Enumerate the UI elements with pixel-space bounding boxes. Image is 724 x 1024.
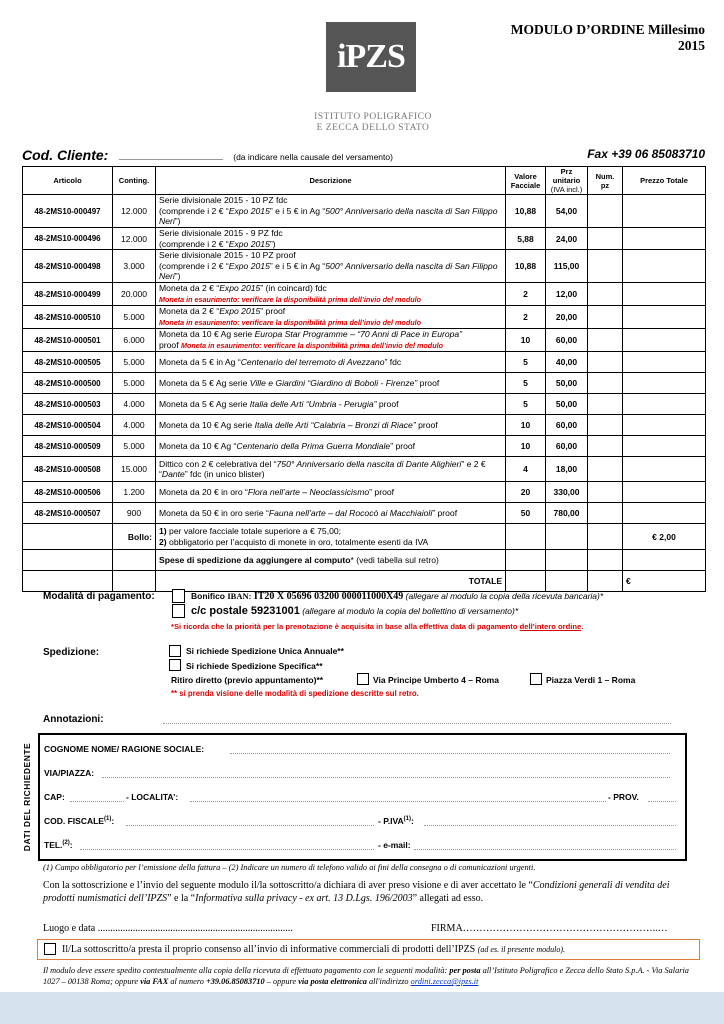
client-code-label: Cod. Cliente: — [22, 147, 109, 163]
contingent: 5.000 — [113, 436, 156, 457]
contingent: 4.000 — [113, 394, 156, 415]
quantity-cell[interactable] — [588, 195, 623, 228]
table-row — [23, 373, 706, 394]
face-value: 5 — [506, 373, 546, 394]
col-header-num: Num. pz — [588, 167, 623, 195]
face-value: 4 — [506, 457, 546, 482]
vat-field[interactable] — [424, 816, 676, 826]
col-header-articolo: Articolo — [23, 167, 113, 195]
total-cell[interactable] — [623, 457, 706, 482]
article-code: 48-2MS10-000508 — [23, 457, 113, 482]
table-header-row — [23, 167, 706, 195]
table-row — [23, 352, 706, 373]
description: Dittico con 2 € celebrativa del “750° Anniversario della nascita di Dante Alighieri” e 2 € “Dante” fdc (in unico blister) — [156, 457, 506, 482]
client-code-row — [22, 147, 705, 165]
description: Moneta da 10 € Ag “Centenario della Prima Guerra Mondiale” proof — [156, 436, 506, 457]
description: Serie divisionale 2015 - 10 PZ fdc (comprende i 2 € “Expo 2015” e i 5 € in Ag “500° Anniversario della nascita di San Filippo Neri”) — [156, 195, 506, 228]
article-code: 48-2MS10-000499 — [23, 283, 113, 306]
description: Moneta da 5 € in Ag “Centenario del terremoto di Avezzano” fdc — [156, 352, 506, 373]
unit-price: 115,00 — [546, 250, 588, 283]
table-row — [23, 436, 706, 457]
unit-price: 50,00 — [546, 373, 588, 394]
notes-label: Annotazioni: — [43, 714, 104, 725]
quantity-cell[interactable] — [588, 482, 623, 503]
name-field[interactable] — [230, 744, 670, 754]
table-row — [23, 329, 706, 352]
unit-price: 40,00 — [546, 352, 588, 373]
quantity-cell[interactable] — [588, 436, 623, 457]
bollo-qty-cell[interactable] — [588, 524, 623, 550]
signature-field[interactable]: FIRMA…………………………………………………..… — [431, 923, 668, 934]
article-code: 48-2MS10-000501 — [23, 329, 113, 352]
bonifico-option: Bonifico IBAN: IT20 X 05696 03200 000011000X49 (allegare al modulo la copia della ricevuta bancaria)* — [191, 591, 604, 602]
col-header-conting: Conting. — [113, 167, 156, 195]
total-cell[interactable] — [623, 250, 706, 283]
pickup-umberto-option: Via Principe Umberto 4 – Roma — [373, 675, 499, 685]
description: Moneta da 50 € in oro serie “Fauna nell’arte – dal Rococò ai Macchiaioli” proof — [156, 503, 506, 524]
logo-mark: iPZS — [326, 22, 416, 92]
quantity-cell[interactable] — [588, 228, 623, 250]
shipping-cost-cell[interactable] — [623, 550, 706, 571]
description: Moneta da 5 € Ag serie Ville e Giardini “Giardino di Boboli - Firenze” proof — [156, 373, 506, 394]
description: Serie divisionale 2015 - 10 PZ proof (comprende i 2 € “Expo 2015” e i 5 € in Ag “500° Anniversario della nascita di San Filippo Neri”) — [156, 250, 506, 283]
consent-text: Il/La sottoscritto/a presta il proprio consenso all’invio di informative commerciali di prodotti dell’IPZS (ad es. il presente modulo). — [62, 944, 565, 955]
face-value: 5,88 — [506, 228, 546, 250]
unit-price: 780,00 — [546, 503, 588, 524]
total-label: TOTALE — [156, 571, 506, 592]
email-field[interactable] — [414, 840, 676, 850]
face-value: 5 — [506, 352, 546, 373]
order-table — [22, 166, 706, 592]
contingent: 3.000 — [113, 250, 156, 283]
footnote: (1) Campo obbligatorio per l’emissione della fattura – (2) Indicare un numero di telefono valido ai fini della consegna o di comunicazioni urgenti. — [43, 863, 536, 872]
bollo-price: € 2,00 — [623, 524, 706, 550]
unit-price: 60,00 — [546, 329, 588, 352]
province-label: - PROV. — [608, 792, 639, 802]
total-cell[interactable] — [623, 195, 706, 228]
city-field[interactable] — [190, 792, 606, 802]
article-code: 48-2MS10-000498 — [23, 250, 113, 283]
declaration: Con la sottoscrizione e l’invio del seguente modulo il/la sottoscritto/a dichiara di aver preso visione e di aver accettato le “Condizioni generali di vendita dei prodotti numismatici dell’IPZS” e la “Informativa sulla privacy - ex art. 13 D.Lgs. 196/2003” allegati ad esso. — [43, 880, 670, 904]
table-row — [23, 306, 706, 329]
quantity-cell[interactable] — [588, 306, 623, 329]
applicant-box — [38, 733, 687, 861]
description: Serie divisionale 2015 - 9 PZ fdc (comprende i 2 € “Expo 2015”) — [156, 228, 506, 250]
table-row — [23, 415, 706, 436]
low-stock-warning: Moneta in esaurimento: verificare la disponibilità prima dell’invio del modulo — [159, 294, 421, 304]
unit-price: 60,00 — [546, 436, 588, 457]
contingent: 5.000 — [113, 306, 156, 329]
vat-label: - P.IVA$^{(1)}$: — [378, 816, 414, 826]
total-cell[interactable] — [623, 228, 706, 250]
quantity-cell[interactable] — [588, 503, 623, 524]
description: Moneta da 10 € Ag serie Europa Star Programme – “70 Anni di Pace in Europa” proof Moneta in esaurimento: verificare la disponibilità prima dell’invio del modulo — [156, 329, 506, 352]
fax-number: Fax +39 06 85083710 — [587, 147, 705, 161]
address-field[interactable] — [102, 768, 670, 778]
pickup-umberto-checkbox[interactable] — [357, 673, 369, 685]
shipping-cost-text: Spese di spedizione da aggiungere al computo* (vedi tabella sul retro) — [156, 550, 506, 571]
total-cell[interactable] — [623, 306, 706, 329]
table-row — [23, 195, 706, 228]
unit-price: 20,00 — [546, 306, 588, 329]
face-value: 2 — [506, 283, 546, 306]
article-code: 48-2MS10-000500 — [23, 373, 113, 394]
contingent: 900 — [113, 503, 156, 524]
article-code: 48-2MS10-000504 — [23, 415, 113, 436]
payment-priority-note: *Si ricorda che la priorità per la prenotazione è acquisita in base alla effettiva data di pagamento dell’intero ordine. — [171, 622, 584, 631]
total-row — [23, 571, 706, 592]
table-row — [23, 394, 706, 415]
description: Moneta da 2 € “Expo 2015” proof Moneta in esaurimento: verificare la disponibilità prima dell’invio del modulo — [156, 306, 506, 329]
city-label: - LOCALITA’: — [126, 792, 179, 802]
table-row — [23, 228, 706, 250]
unit-price: 18,00 — [546, 457, 588, 482]
total-cell[interactable] — [623, 329, 706, 352]
total-cell[interactable] — [623, 283, 706, 306]
pickup-verdi-checkbox[interactable] — [530, 673, 542, 685]
shipping-note: ** si prenda visione delle modalità di spedizione descritte sul retro. — [171, 689, 419, 698]
client-code-field[interactable] — [119, 147, 223, 160]
description: Moneta da 20 € in oro “Flora nell’arte – Neoclassicismo” proof — [156, 482, 506, 503]
annual-shipping-option: Si richiede Spedizione Unica Annuale** — [186, 646, 344, 656]
col-header-descrizione: Descrizione — [156, 167, 506, 195]
total-cell[interactable] — [623, 352, 706, 373]
face-value: 2 — [506, 306, 546, 329]
applicant-side-label: DATI DEL RICHIEDENTE — [22, 742, 32, 852]
table-row — [23, 482, 706, 503]
notes-field[interactable] — [163, 714, 671, 724]
bollo-label: Bollo: — [113, 524, 156, 550]
quantity-cell[interactable] — [588, 352, 623, 373]
shipping-cost-row — [23, 550, 706, 571]
unit-price: 50,00 — [546, 394, 588, 415]
contingent: 20.000 — [113, 283, 156, 306]
logo-line-2: E ZECCA DELLO STATO — [316, 123, 430, 133]
col-header-prezzo-unitario: Prz unitario (IVA incl.) — [546, 167, 588, 195]
place-date-field[interactable]: Luogo e data .............................................................................. — [43, 923, 293, 934]
quantity-cell[interactable] — [588, 373, 623, 394]
unit-price: 24,00 — [546, 228, 588, 250]
quantity-cell[interactable] — [588, 394, 623, 415]
total-cell[interactable] — [623, 415, 706, 436]
unit-price: 330,00 — [546, 482, 588, 503]
consent-box — [37, 939, 700, 960]
quantity-cell[interactable] — [588, 250, 623, 283]
annual-shipping-checkbox[interactable] — [169, 645, 181, 657]
cap-field[interactable] — [70, 792, 124, 802]
phone-field[interactable] — [80, 840, 374, 850]
province-field[interactable] — [648, 792, 676, 802]
contingent: 15.000 — [113, 457, 156, 482]
address-label: VIA/PIAZZA: — [44, 768, 95, 778]
postale-option: c/c postale 59231001 (allegare al modulo la copia del bollettino di versamento)* — [191, 605, 519, 617]
pickup-verdi-option: Piazza Verdi 1 – Roma — [546, 675, 636, 685]
email-label: - e-mail: — [378, 840, 411, 850]
description: Moneta da 2 € “Expo 2015” (in coincard) fdc Moneta in esaurimento: verificare la disponibilità prima dell’invio del modulo — [156, 283, 506, 306]
contingent: 1.200 — [113, 482, 156, 503]
footer-band — [0, 992, 724, 1024]
phone-label: TEL.$^{(2)}$: — [44, 840, 73, 850]
quantity-cell[interactable] — [588, 457, 623, 482]
quantity-cell[interactable] — [588, 329, 623, 352]
cap-label: CAP: — [44, 792, 65, 802]
total-cell[interactable] — [623, 373, 706, 394]
client-code-hint: (da indicare nella causale del versamento) — [233, 152, 393, 162]
face-value: 5 — [506, 394, 546, 415]
col-header-valore: Valore Facciale — [506, 167, 546, 195]
total-amount[interactable]: € — [623, 571, 706, 592]
face-value: 10,88 — [506, 195, 546, 228]
quantity-cell[interactable] — [588, 415, 623, 436]
total-cell[interactable] — [623, 394, 706, 415]
table-row — [23, 503, 706, 524]
total-cell[interactable] — [623, 436, 706, 457]
unit-price: 60,00 — [546, 415, 588, 436]
article-code: 48-2MS10-000497 — [23, 195, 113, 228]
unit-price: 54,00 — [546, 195, 588, 228]
bollo-row — [23, 524, 706, 550]
contingent: 5.000 — [113, 352, 156, 373]
face-value: 20 — [506, 482, 546, 503]
bonifico-checkbox[interactable] — [172, 589, 185, 603]
ipzs-logo — [312, 22, 434, 132]
table-row — [23, 457, 706, 482]
form-title: MODULO D’ORDINE Millesimo 2015 — [510, 22, 705, 53]
consent-checkbox[interactable] — [44, 943, 56, 955]
name-label: COGNOME NOME/ RAGIONE SOCIALE: — [44, 744, 205, 754]
low-stock-warning: Moneta in esaurimento: verificare la disponibilità prima dell’invio del modulo — [159, 317, 421, 327]
quantity-cell[interactable] — [588, 283, 623, 306]
face-value: 50 — [506, 503, 546, 524]
description: Moneta da 5 € Ag serie Italia delle Arti “Umbria - Perugia” proof — [156, 394, 506, 415]
col-header-prezzo-totale: Prezzo Totale — [623, 167, 706, 195]
face-value: 10 — [506, 329, 546, 352]
total-cell[interactable] — [623, 482, 706, 503]
article-code: 48-2MS10-000496 — [23, 228, 113, 250]
face-value: 10 — [506, 415, 546, 436]
description: Moneta da 10 € Ag serie Italia delle Arti “Calabria – Bronzi di Riace” proof — [156, 415, 506, 436]
article-code: 48-2MS10-000503 — [23, 394, 113, 415]
bollo-description: 1) per valore facciale totale superiore a € 75,00; 2) obbligatorio per l’acquisto di monete in oro, totalmente esenti da IVA — [156, 524, 506, 550]
table-row — [23, 250, 706, 283]
contingent: 12.000 — [113, 228, 156, 250]
face-value: 10,88 — [506, 250, 546, 283]
unit-price: 12,00 — [546, 283, 588, 306]
postale-checkbox[interactable] — [172, 604, 185, 618]
specific-shipping-option: Si richiede Spedizione Specifica** — [186, 661, 323, 671]
article-code: 48-2MS10-000506 — [23, 482, 113, 503]
logo-line-1: ISTITUTO POLIGRAFICO — [314, 112, 432, 122]
specific-shipping-checkbox[interactable] — [169, 659, 181, 671]
submission-instructions: Il modulo deve essere spedito contestualmente alla copia della ricevuta di effettuato pagamento con le seguenti modalità: per posta all’Istituto Poligrafico e Zecca dello Stato S.p.A. - Via Salaria 1027 – 00138 Roma; oppure via FAX al numero +39.06.85083710 – oppure via posta elettronica all'indirizzo ordini.zecca@ipzs.it — [43, 966, 689, 986]
total-cell[interactable] — [623, 503, 706, 524]
article-code: 48-2MS10-000509 — [23, 436, 113, 457]
face-value: 10 — [506, 436, 546, 457]
payment-label: Modalità di pagamento: — [43, 591, 155, 602]
contingent: 12.000 — [113, 195, 156, 228]
tax-code-field[interactable] — [126, 816, 374, 826]
low-stock-warning: Moneta in esaurimento: verificare la disponibilità prima dell’invio del modulo — [180, 340, 443, 350]
pickup-label: Ritiro diretto (previo appuntamento)** — [171, 675, 324, 685]
article-code: 48-2MS10-000507 — [23, 503, 113, 524]
contingent: 6.000 — [113, 329, 156, 352]
shipping-label: Spedizione: — [43, 647, 100, 658]
table-row — [23, 283, 706, 306]
article-code: 48-2MS10-000510 — [23, 306, 113, 329]
article-code: 48-2MS10-000505 — [23, 352, 113, 373]
email-link[interactable]: ordini.zecca@ipzs.it — [410, 977, 479, 986]
contingent: 5.000 — [113, 373, 156, 394]
contingent: 4.000 — [113, 415, 156, 436]
tax-code-label: COD. FISCALE$^{(1)}$: — [44, 816, 115, 826]
